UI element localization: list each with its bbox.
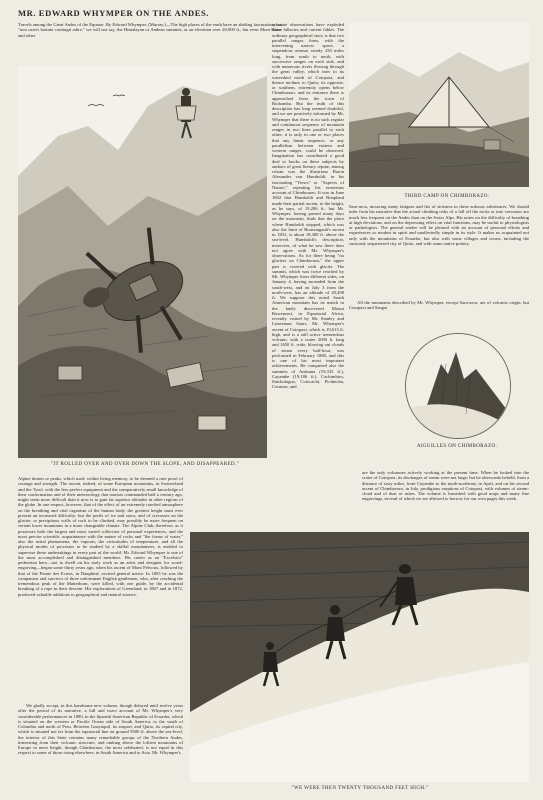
article-column-3b [349,300,529,312]
caption-fig3: AIGUILLES ON CHIMBORAZO. [416,444,498,449]
article-column-3a [349,204,529,299]
caption-fig1: "IT ROLLED OVER AND OVER DOWN THE SLOPE, AND DISAPPEARED." [50,462,240,467]
col3a-paragraph: Sara-urcu, incurring many fatigues and fits of sickness in these arduous adventures. We should infer from his narrative that the actual climbing risks of a fall off the rocks or into crevasses are much less frequent on the Andes than on the Swiss Alps. His notes on the difficulty of breathing at high elevations, and on the depressing effect on vital functions, may be useful to physiologists or pathologists. The general reader will be pleased with an account of personal efforts and experiences so modest in spirit and unaffectedly simple in its style. It makes us acquainted not only with the mountains of Ecuador, but also with some villages and towns, including the curiously sequestered city of Quito, and with some native pottery. [349,204,529,246]
intro-paragraph: Travels among the Great Andes of the Equator. By Edward Whymper. (Murray.)—The high places of the earth have an abiding fascination; but "non cuivis homini contingit adire," we will not say, the Himalayan or Andean summits, at an elevation over 20,000 ft., but even Mont Blanc and other [18,22,282,38]
col3b-paragraph: All the mountains described by Mr. Whymper, except Sara-urcu, are of volcanic origin; but Cotopaxi and Sangai [349,300,529,311]
caption-fig2: THIRD CAMP ON CHIMBORAZO. [404,194,490,199]
col1c-paragraph: We gladly accept, in this handsome new volume, though delayed until twelve years after the period of its narrative, a full and exact account of Mr. Whymper's very considerable performances in 1880, in the Spanish American Republic of Ecuador, which is situated on the western or Pacific Ocean side of South America, to the south of Colombia and north of Peru. Between Guayaquil, its seaport, and Quito, its capital city, which is situated not far from the equatorial line on ground 9500 ft. above the sea-level, the interior of this State contains many remarkable groups of the Northern Andes, interesting from their volcanic structure, and ranking above the loftiest mountains of Europe in mere height, though Chimborazo, the most celebrated, is not equal in this respect to some of those rising elsewhere, in South America and to Asia. Mr. Whymper's [18,703,183,756]
illustration-aiguilles [405,333,511,439]
article-column-2 [272,22,344,462]
article-column-1b [18,476,183,701]
page-title: MR. EDWARD WHYMPER ON THE ANDES. [18,8,210,18]
col1b-paragraph: Alpine domes or peaks, which used, within living memory, to be deemed a rare proof of courage and strength. The ascent, indeed, of some European mountains, in Switzerland and the Tyrol, with the less perfect equipment and the comparatively small knowledge of their conformation and of their meteorology that tourists commanded half a century ago, might seem more difficult than it now is to gain far superior altitudes in other regions of the globe. In one respect, however, that of the effect of an extremely rarefied atmosphere on the breathing and vital organism of the human body, the greatest height must ever present an increased difficulty; but the perils of ice and snow, and of crevasses on the glacier, or precipitous walls of rock to be climbed, may possibly be more frequent on certain lower mountains in a more changeable climate. The Alpine Club, therefore, as it possesses both the largest and most varied collection of personal experiences, and the most precise scientific acquaintance with the nature of rocks and "the forms of water," also the aerial phenomena, the vapours, the vicissitudes of temperature, and all the physical modes of processes to be studied by a skilful mountaineer, is entitled to supervise these undertakings in every part of the world. Mr. Edward Whymper is one of the most accomplished and distinguished members. His career as an "Excelsior" pedestrian hero—not to dwell on his early work as an artist and designer for wood-engraving—began some thirty years ago, when his ascent of Mont Pelvoux, followed by that of the Pointe des Ecrins, in Dauphiné, excited general notice. In 1865 he was the companion and survivor of three unfortunate English gentlemen, who, after reaching the tremendous peak of the Matterhorn, were killed, with one guide, by the accidental breaking of a rope in their descent. His explorations of Greenland, in 1867 and in 1872, produced valuable additions to geographical and natural science. [18,476,183,597]
illustration-climbers [190,532,529,782]
article-intro [18,22,282,64]
col3c-paragraph: are the only volcanoes actively working at the present time. When he looked into the crater of Cotopaxi, its discharges of steam were not large; but he afterwards beheld, from a distance of sixty miles, from Cayambe to the north-northeast, in April, and on his second ascent of Chimborazo, in July, prodigious eruptions of Cotopaxi, with volumes of steam-cloud and of dust or ashes. The volume is furnished with good maps and many fine engravings, several of which we are allowed to borrow for our own pages this week. [362,470,529,502]
article-column-1c [18,703,183,795]
col2-paragraph: accurate observations have exploded some fallacies and current fables. The ordinary geographical story is that two parallel ranges form, with the intervening narrow space, a stupendous avenue, nearly 250 miles long, from south to north, with successive ranges on each side, and with numerous rivers flowing through the great valley, which rises to its watershed north of Cotopaxi, and thence inclines to Quito; its opposite, or southern, extremity opens below Chimborazo, and its entrance there is approached from the town of Riobamba. But the truth of this description has long seemed doubtful, and we are positively informed by Mr. Whymper that there is no such regular and continuous sequence of mountain ranges in two lines parallel to each other; it is only in one or two places that any linear sequence, or any parallelism between eastern and western ranges, could be observed. Imagination has contributed a good deal to books on these subjects by authors of great literary repute, among whom was the illustrious Baron Alexander von Humboldt, in his fascinating "Views" or "Aspects of Nature," repeating his erroneous account of Chimborazo. It was in June 1802 that Humboldt and Bonpland made their partial ascent, to the height, as he says, of 19,286 ft.; but Mr. Whymper, having passed many days on the mountain, finds that the place where Humboldt stopped, which was also the limit of Boussingault's ascent in 1831, is about 18,400 ft. above the sea-level. Humboldt's description, moreover, of what he saw there does not agree with Mr. Whymper's observations. As for there being "no glaciers on Chimborazo," the upper part is covered with glacier. The summit, which was twice reached by Mr. Whymper from different sides, on January 4, having ascended from the south-west, and on July 3 from the north-west, has an altitude of 20,498 ft. We suppose this noted South American mountain has its match in the lately discovered Mount Ruwenzori, in Equatorial Africa, recently visited by Mr. Stanley and Lieutenant Stairs. Mr. Whymper's ascent of Cotopaxi, which is 19,613 ft. high, and is a still active tremendous volcano, with a crater 2000 ft. long and 1650 ft. wide, blowing out clouds of steam every half-hour, was performed in February 1880, and this is one of his most important achievements. He conquered also the summits of Antisana (19,335 ft.), Cayambe (19,186 ft.), Cachimbiro, Sincholagua, Cotocachi, Pichincha, Corazon, and [272,22,344,390]
article-column-2b [189,470,357,527]
caption-fig4: "WE WERE THEN TWENTY THOUSAND FEET HIGH." [291,786,429,791]
article-column-3c [362,470,529,527]
illustration-third-camp [349,22,529,187]
illustration-mule-falling [18,66,267,458]
